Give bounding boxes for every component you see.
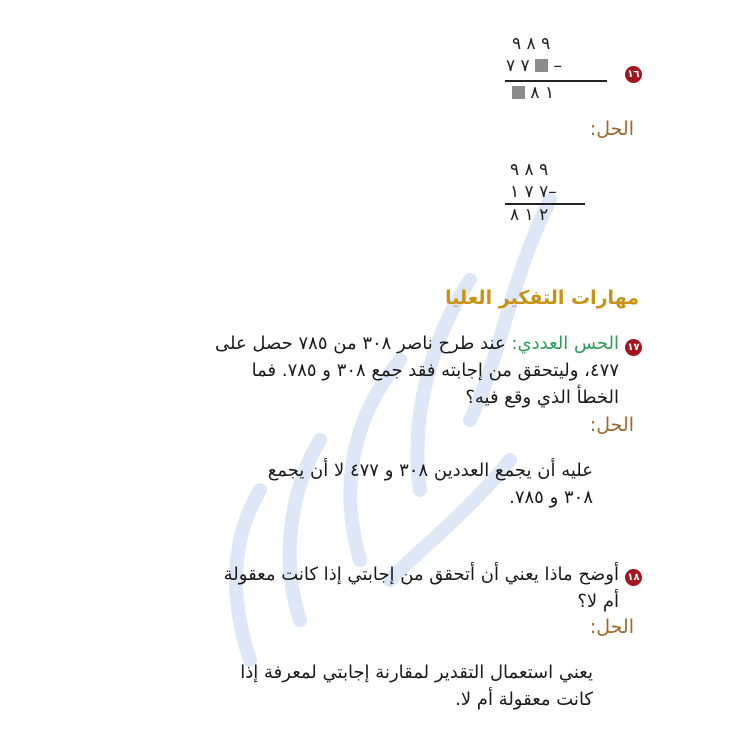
p17-answer-2: ٣٠٨ و ٧٨٥. (509, 487, 593, 508)
missing-digit-box (535, 59, 548, 72)
p16-sol-row-2: ٧ ٧ ١– (510, 182, 557, 202)
p17-line1-text: عند طرح ناصر ٣٠٨ من ٧٨٥ حصل على (214, 333, 506, 354)
p18-question (99, 561, 619, 615)
p17-question (99, 330, 619, 411)
problem-16-badge: ١٦ (625, 66, 642, 83)
problem-18-badge: ١٨ (625, 569, 642, 586)
p16-row-1: ٩ ٨ ٩ (512, 34, 551, 54)
p16-row-3 (512, 83, 554, 103)
p17-answer-1: عليه أن يجمع العددين ٣٠٨ و ٤٧٧ لا أن يجمع (267, 460, 593, 481)
section-title: مهارات التفكير العليا (445, 287, 639, 309)
p17-line-1 (99, 330, 619, 357)
p16-row-2 (506, 56, 562, 76)
missing-digit-box (512, 86, 525, 99)
p18-line-2: أم لا؟ (577, 591, 619, 612)
p16-row2-digits: ٧ ٧ (506, 56, 530, 76)
p18-solution-label: الحل: (589, 616, 634, 638)
p18-answer (93, 659, 593, 713)
p17-line-2: ٤٧٧، وليتحقق من إجابته فقد جمع ٣٠٨ و ٧٨٥. فما (251, 360, 619, 381)
p16-sol-row-1: ٩ ٨ ٩ (510, 160, 549, 180)
p16-sol-row-3: ٢ ١ ٨ (510, 205, 549, 225)
problem-17-badge: ١٧ (625, 339, 642, 356)
p16-rule (505, 80, 607, 82)
p16-minus-sign: – (553, 56, 562, 76)
p18-answer-1: يعني استعمال التقدير لمقارنة إجابتي لمعرفة إذا (240, 662, 593, 683)
p17-line-3: الخطأ الذي وقع فيه؟ (465, 387, 619, 408)
p16-solution-label: الحل: (589, 118, 634, 140)
p17-lead: الحس العددي: (511, 333, 619, 354)
p17-answer (93, 457, 593, 511)
p18-line-1: أوضح ماذا يعني أن أتحقق من إجابتي إذا كانت معقولة (223, 564, 619, 585)
p16-row3-digits: ١ ٨ (530, 83, 555, 103)
p18-answer-2: كانت معقولة أم لا. (455, 689, 593, 710)
p17-solution-label: الحل: (589, 414, 634, 436)
